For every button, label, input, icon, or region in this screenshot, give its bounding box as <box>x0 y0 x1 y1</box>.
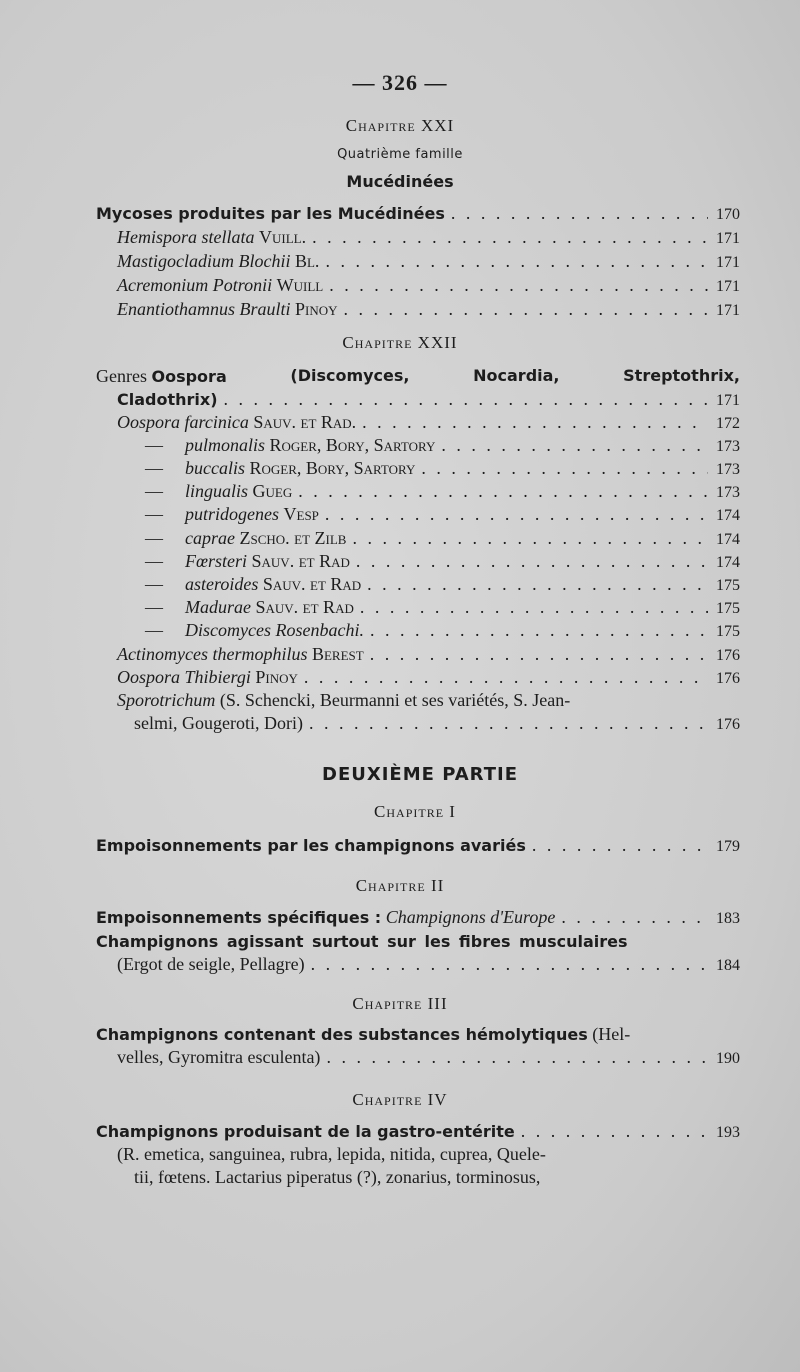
entry-detail: velles, Gyromitra esculenta) <box>117 1047 321 1067</box>
entry-title: Empoisonnements par les champignons avariés <box>96 836 526 855</box>
author: Vuill. <box>259 227 307 247</box>
part-two-title: DEUXIÈME PARTIE <box>322 764 518 785</box>
ditto-dash: — <box>145 574 163 594</box>
page-ref: 173 <box>716 461 740 478</box>
leader-dots <box>370 644 708 664</box>
chapter-iii-heading: Chapitre III <box>352 994 448 1013</box>
toc-entry <box>117 299 740 323</box>
leader-dots <box>367 574 708 594</box>
ditto-dash: — <box>145 435 163 455</box>
toc-entry <box>117 412 740 436</box>
species-name: Fœrsteri <box>185 551 248 571</box>
page-ref: 171 <box>716 302 740 319</box>
toc-entry <box>145 458 740 482</box>
genus-name: Oospora <box>151 367 227 386</box>
author: Bl. <box>294 251 320 271</box>
toc-entry <box>145 597 740 621</box>
species-name: caprae <box>185 528 235 548</box>
entry-detail: tii, fœtens. Lactarius piperatus (?), zonarius, torminosus, <box>134 1167 541 1187</box>
species-name: buccalis <box>185 458 245 478</box>
genus-name: Streptothrix, <box>623 366 740 385</box>
leader-dots <box>329 275 708 295</box>
entry-title: Champignons produisant de la gastro-entérite <box>96 1122 515 1141</box>
author: Zscho. et Zilb <box>239 528 347 548</box>
entry-detail: (R. emetica, sanguinea, rubra, lepida, nitida, cuprea, Quele- <box>117 1144 546 1164</box>
toc-entry <box>117 227 740 251</box>
chapter-iv-heading: Chapitre IV <box>352 1090 448 1109</box>
entry-detail-line <box>117 1144 740 1165</box>
toc-entry <box>96 203 740 227</box>
author: Pinoy <box>295 299 338 319</box>
author: Sauv. et Rad. <box>253 412 357 432</box>
toc-entry <box>117 1047 740 1071</box>
ditto-dash: — <box>145 551 163 571</box>
page-ref: 176 <box>716 647 740 664</box>
page-ref: 171 <box>716 230 740 247</box>
leader-dots <box>360 597 708 617</box>
species-name: Madurae <box>185 597 251 617</box>
ditto-dash: — <box>145 458 163 478</box>
species-name: Oospora farcinica <box>117 412 249 432</box>
page-ref: 175 <box>716 577 740 594</box>
toc-entry <box>117 389 740 413</box>
leader-dots <box>352 528 708 548</box>
entry-detail: (Ergot de seigle, Pellagre) <box>117 954 305 974</box>
toc-entry <box>145 481 740 505</box>
toc-entry <box>145 620 740 644</box>
leader-dots <box>356 551 708 571</box>
genres-line <box>96 366 740 387</box>
leader-dots <box>532 835 708 855</box>
toc-entry <box>117 275 740 299</box>
species-name: lingualis <box>185 481 249 501</box>
entry-title-line <box>96 1024 740 1045</box>
chapter-xxii-heading: Chapitre XXII <box>342 333 458 352</box>
genus-name: Cladothrix) <box>117 390 218 409</box>
leader-dots <box>441 435 708 455</box>
author: Roger, Bory, Sartory <box>249 458 416 478</box>
page-ref: 193 <box>716 1124 740 1141</box>
section-title: Mucédinées <box>346 172 454 191</box>
leader-dots <box>344 299 708 319</box>
page-ref: 173 <box>716 438 740 455</box>
toc-entry <box>117 667 740 691</box>
leader-dots <box>370 620 708 640</box>
page-ref: 170 <box>716 206 740 223</box>
leader-dots <box>421 458 708 478</box>
author: Roger, Bory, Sartory <box>269 435 436 455</box>
page-ref: 176 <box>716 716 740 733</box>
author: Gueg <box>252 481 293 501</box>
author: Sauv. et Rad <box>262 574 362 594</box>
author: Wuill <box>276 275 324 295</box>
toc-entry <box>96 835 740 859</box>
genres-prefix: Genres <box>96 366 147 386</box>
page-ref: 174 <box>716 531 740 548</box>
toc-entry <box>145 435 740 459</box>
author: Sauv. et Rad <box>255 597 354 617</box>
page-ref: 183 <box>716 910 740 927</box>
entry-subtitle: Champignons d'Europe <box>385 907 556 927</box>
page-ref: 171 <box>716 254 740 271</box>
page-ref: 190 <box>716 1050 740 1067</box>
leader-dots <box>224 389 708 409</box>
chapter-i-heading: Chapitre I <box>374 802 456 821</box>
toc-entry <box>145 551 740 575</box>
ditto-dash: — <box>145 504 163 524</box>
species-name: Enantiothamnus Braulti <box>117 299 291 319</box>
genus-name: Nocardia, <box>473 366 560 385</box>
leader-dots <box>521 1121 708 1141</box>
ditto-dash: — <box>145 597 163 617</box>
chapter-ii-heading: Chapitre II <box>355 876 445 895</box>
species-name: Hemispora stellata <box>117 227 255 247</box>
species-name: putridogenes <box>185 504 279 524</box>
toc-entry <box>96 907 740 931</box>
leader-dots <box>561 907 708 927</box>
page-ref: 176 <box>716 670 740 687</box>
page-ref: 175 <box>716 623 740 640</box>
page-ref: 184 <box>716 957 740 974</box>
page-ref: 174 <box>716 554 740 571</box>
page-ref: 174 <box>716 507 740 524</box>
species-name: pulmonalis <box>185 435 266 455</box>
family-subheading: Quatrième famille <box>337 147 463 162</box>
page-number: — 326 — <box>352 70 448 95</box>
leader-dots <box>304 667 708 687</box>
author: Berest <box>311 644 364 664</box>
author: Pinoy <box>255 667 298 687</box>
species-list: (S. Schencki, Beurmanni et ses variétés, S. Jean- <box>219 690 571 710</box>
ditto-dash: — <box>145 528 163 548</box>
entry-title-line <box>96 931 740 952</box>
author: Vesp <box>283 504 319 524</box>
leader-dots <box>309 713 708 733</box>
species-name: asteroides <box>185 574 259 594</box>
leader-dots <box>325 251 708 271</box>
author: Sauv. et Rad <box>251 551 350 571</box>
toc-entry <box>117 251 740 275</box>
species-name: Oospora Thibiergi <box>117 667 251 687</box>
genus-name: (Discomyces, <box>290 366 410 385</box>
entry-detail: (Hel- <box>592 1024 631 1044</box>
leader-dots <box>325 504 708 524</box>
entry-detail-line <box>134 1167 740 1188</box>
toc-entry <box>145 528 740 552</box>
species-list: selmi, Gougeroti, Dori) <box>134 713 303 733</box>
toc-entry <box>96 1121 740 1145</box>
page-ref: 172 <box>716 415 740 432</box>
toc-entry <box>145 504 740 528</box>
page-ref: 179 <box>716 838 740 855</box>
toc-entry <box>117 644 740 668</box>
ditto-dash: — <box>145 620 163 640</box>
species-name: Sporotrichum <box>117 690 216 710</box>
leader-dots <box>312 227 708 247</box>
entry-title: Mycoses produites par les Mucédinées <box>96 204 445 223</box>
entry-title: Champignons agissant surtout sur les fibres musculaires <box>96 932 628 951</box>
species-name: Acremonium Potronii <box>117 275 273 295</box>
page-ref: 175 <box>716 600 740 617</box>
ditto-dash: — <box>145 481 163 501</box>
species-name: Discomyces Rosenbachi. <box>185 620 364 640</box>
leader-dots <box>451 203 708 223</box>
toc-entry <box>117 954 740 978</box>
species-name: Actinomyces thermophilus <box>117 644 308 664</box>
leader-dots <box>326 1047 708 1067</box>
toc-entry <box>145 574 740 598</box>
sporotrichum-line <box>117 690 761 711</box>
leader-dots <box>362 412 708 432</box>
chapter-xxi-heading: Chapitre XXI <box>345 116 455 135</box>
species-name: Mastigocladium Blochii <box>117 251 291 271</box>
toc-entry <box>134 713 740 737</box>
entry-title: Champignons contenant des substances hémolytiques <box>96 1025 588 1044</box>
leader-dots <box>298 481 708 501</box>
page-ref: 173 <box>716 484 740 501</box>
page-ref: 171 <box>716 392 740 409</box>
leader-dots <box>311 954 708 974</box>
page-ref: 171 <box>716 278 740 295</box>
entry-title: Empoisonnements spécifiques : <box>96 908 382 927</box>
